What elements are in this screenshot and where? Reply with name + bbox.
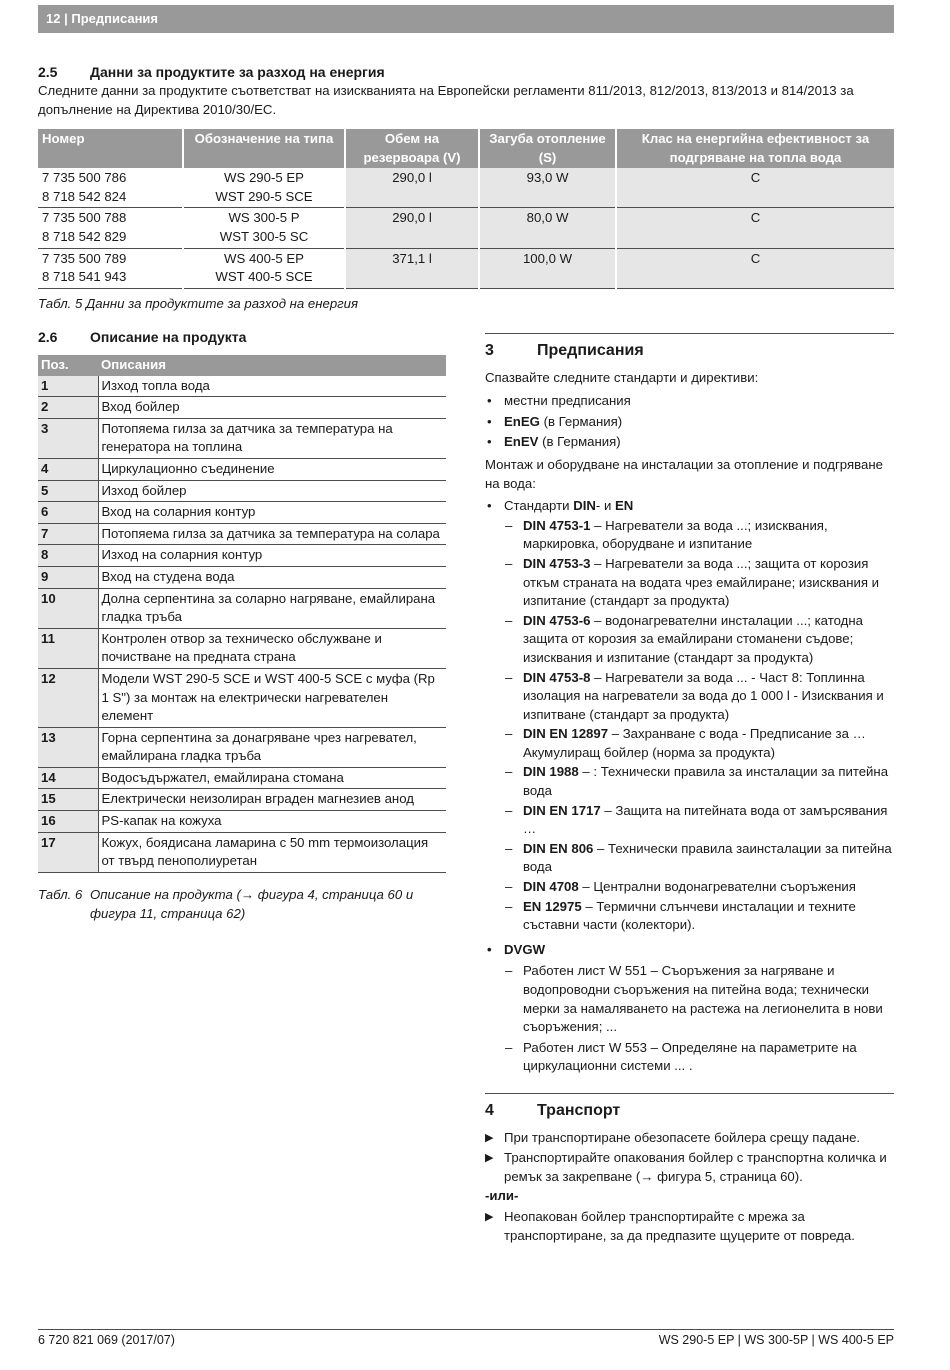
description-cell: Вход на соларния контур	[98, 502, 446, 524]
position-cell: 3	[38, 418, 98, 458]
position-cell: 2	[38, 397, 98, 419]
table-row	[38, 727, 446, 767]
dvgw-heading: • DVGW	[485, 941, 895, 960]
table-row	[38, 480, 446, 502]
standard-item: – DIN EN 806 – Технически правила заинсталации за питейна вода	[485, 840, 895, 877]
table-row	[38, 248, 894, 288]
description-cell: Водосъдържател, емайлирана стомана	[98, 767, 446, 789]
table-row	[38, 397, 446, 419]
position-cell: 4	[38, 458, 98, 480]
table-row	[38, 376, 446, 397]
table-cell: WS 300-5 P WST 300-5 SC	[183, 208, 345, 248]
table-row	[38, 523, 446, 545]
transport-step: ▶ При транспортиране обезопасете бойлера срещу падане.	[485, 1129, 895, 1148]
description-cell: Модели WST 290-5 SCE и WST 400-5 SCE с муфа (Rp 1 S") за монтаж на електрически нагревателен елемент	[98, 668, 446, 727]
description-cell: PS-капак на кожуха	[98, 811, 446, 833]
standard-item: – DIN 4753-3 – Нагреватели за вода ...; защита от корозия откъм страната на водата чрез емайлиране; изисквания и изпитание (стандарт за продукта)	[485, 555, 895, 611]
position-cell: 11	[38, 628, 98, 668]
table-row	[38, 832, 446, 872]
col-header: Клас на енергийна ефективност за подгряване на топла вода	[616, 129, 894, 168]
list-item: – Работен лист W 553 – Определяне на параметрите на циркулационни системи ... .	[485, 1039, 895, 1076]
col-header: Поз.	[38, 355, 98, 376]
table-row	[38, 458, 446, 480]
table-header-row	[38, 355, 446, 376]
description-cell: Долна серпентина за соларно нагряване, емайлирана гладка тръба	[98, 588, 446, 628]
standard-item: – DIN 4708 – Централни водонагревателни съоръжения	[485, 878, 895, 897]
col-header: Обозначение на типа	[183, 129, 345, 168]
table-5-caption: Табл. 5 Данни за продуктите за разход на енергия	[38, 296, 359, 311]
table-row	[38, 566, 446, 588]
section-3-title: 3 Предписания	[485, 342, 644, 359]
table-row	[38, 668, 446, 727]
description-cell: Кожух, боядисана ламарина с 50 mm термоизолация от твърд пенополиуретан	[98, 832, 446, 872]
or-text: -или-	[485, 1188, 519, 1204]
position-cell: 14	[38, 767, 98, 789]
list-item: • местни предписания	[485, 392, 895, 411]
table-row	[38, 208, 894, 248]
page-number: 12	[46, 11, 61, 26]
transport-step: ▶ Неопакован бойлер транспортирайте с мрежа за транспортиране, за да предпазите щуцерите от повреда.	[485, 1208, 895, 1245]
din-heading: • Стандарти DIN- и EN	[485, 497, 895, 516]
table-cell: C	[616, 168, 894, 208]
standard-item: – DIN 4753-6 – водонагревателни инсталации ...; катодна защита от корозия за емайлирани стоманени съдове; изисквания и изпитание (стандарт за продукта)	[485, 612, 895, 668]
table-cell: 93,0 W	[479, 168, 616, 208]
table-row	[38, 168, 894, 208]
position-cell: 5	[38, 480, 98, 502]
position-cell: 1	[38, 376, 98, 397]
position-cell: 6	[38, 502, 98, 524]
table-cell: 290,0 l	[345, 208, 479, 248]
table-row	[38, 502, 446, 524]
list-item: • EnEV (в Германия)	[485, 433, 895, 452]
table-row	[38, 588, 446, 628]
table-row	[38, 628, 446, 668]
table-cell: C	[616, 248, 894, 288]
table-cell: 7 735 500 789 8 718 541 943	[38, 248, 183, 288]
position-cell: 8	[38, 545, 98, 567]
table-cell: 7 735 500 788 8 718 542 829	[38, 208, 183, 248]
col-header: Обем на резервоара (V)	[345, 129, 479, 168]
table-cell: 7 735 500 786 8 718 542 824	[38, 168, 183, 208]
position-cell: 10	[38, 588, 98, 628]
list-item: • EnEG (в Германия)	[485, 413, 895, 432]
table-cell: WS 290-5 EP WST 290-5 SCE	[183, 168, 345, 208]
table-row	[38, 789, 446, 811]
table-row	[38, 545, 446, 567]
section-3	[485, 342, 895, 1076]
table-row	[38, 811, 446, 833]
standard-item: – DIN 1988 – : Технически правила за инсталации за питейна вода	[485, 763, 895, 800]
description-cell: Вход на студена вода	[98, 566, 446, 588]
section-4-title: 4 Транспорт	[485, 1102, 621, 1119]
table-cell: 100,0 W	[479, 248, 616, 288]
description-cell: Изход на соларния контур	[98, 545, 446, 567]
table-cell: 371,1 l	[345, 248, 479, 288]
section-3-intro: Спазвайте следните стандарти и директиви:	[485, 369, 759, 385]
table-cell: 80,0 W	[479, 208, 616, 248]
description-cell: Потопяема гилза за датчика за температура на солара	[98, 523, 446, 545]
table-cell: WS 400-5 EP WST 400-5 SCE	[183, 248, 345, 288]
section-2-6-title: 2.6 Описание на продукта	[38, 329, 247, 345]
energy-data-table	[38, 129, 894, 289]
header-section: Предписания	[71, 11, 159, 26]
footer-doc-number: 6 720 821 069 (2017/07)	[38, 1333, 175, 1347]
standard-item: – EN 12975 – Термични слънчеви инсталации и техните съставни части (колектори).	[485, 898, 895, 935]
table-6-caption: Табл. 6 Описание на продукта (→ фигура 4, страница 60 и фигура 11, страница 62)	[38, 887, 414, 921]
col-header: Номер	[38, 129, 183, 168]
description-cell: Вход бойлер	[98, 397, 446, 419]
description-cell: Потопяема гилза за датчика за температура на генератора на топлина	[98, 418, 446, 458]
standard-item: – DIN EN 1717 – Защита на питейната вода от замърсявания …	[485, 802, 895, 839]
position-cell: 13	[38, 727, 98, 767]
position-cell: 9	[38, 566, 98, 588]
standard-item: – DIN 4753-8 – Нагреватели за вода ... - Част 8: Топлинна изолация на нагреватели за вода до 1 000 l - Изисквания и изпитване (стандарт за продукта)	[485, 669, 895, 725]
standard-item: – DIN 4753-1 – Нагреватели за вода ...; изисквания, маркировка, оборудване и изпитание	[485, 517, 895, 554]
description-cell: Циркулационно съединение	[98, 458, 446, 480]
col-header: Загуба отопление (S)	[479, 129, 616, 168]
position-cell: 12	[38, 668, 98, 727]
description-cell: Електрически неизолиран вграден магнезиев анод	[98, 789, 446, 811]
standard-item: – DIN EN 12897 – Захранване с вода - Предписание за … Акумулиращ бойлер (норма за продукта)	[485, 725, 895, 762]
position-cell: 15	[38, 789, 98, 811]
description-cell: Контролен отвор за техническо обслужване и почистване на предната страна	[98, 628, 446, 668]
description-cell: Горна серпентина за донагряване чрез нагревател, емайлирана гладка тръба	[98, 727, 446, 767]
table-row	[38, 767, 446, 789]
table-header-row	[38, 129, 894, 168]
page-header: 12 | Предписания	[38, 5, 894, 33]
description-cell: Изход топла вода	[98, 376, 446, 397]
position-cell: 7	[38, 523, 98, 545]
table-cell: C	[616, 208, 894, 248]
position-cell: 16	[38, 811, 98, 833]
table-cell: 290,0 l	[345, 168, 479, 208]
section-2-5-intro: Следните данни за продуктите съответстват на изискванията на Европейски регламенти 811/2013, 812/2013, 813/2013 и 814/2013 за допълнение на Директива 2010/30/ЕС.	[38, 83, 854, 117]
section-2-5-title: 2.5 Данни за продуктите за разход на енергия	[38, 64, 385, 80]
montage-text: Монтаж и оборудване на инсталации за отопление и подгряване на вода:	[485, 456, 883, 491]
section-4	[485, 1102, 895, 1245]
footer-models: WS 290-5 EP | WS 300-5P | WS 400-5 EP	[658, 1333, 894, 1347]
transport-step: ▶ Транспортирайте опакования бойлер с транспортна количка и ремък за закрепване (→ фигура 5, страница 60).	[485, 1149, 895, 1186]
list-item: – Работен лист W 551 – Съоръжения за нагряване и водопроводни съоръжения на питейна вода; технически мерки за намаляването на растежа на легионелита в нови съоръжения; ...	[485, 962, 895, 1036]
position-cell: 17	[38, 832, 98, 872]
col-header: Описания	[98, 355, 446, 376]
table-row	[38, 418, 446, 458]
product-description-table	[38, 355, 446, 873]
description-cell: Изход бойлер	[98, 480, 446, 502]
